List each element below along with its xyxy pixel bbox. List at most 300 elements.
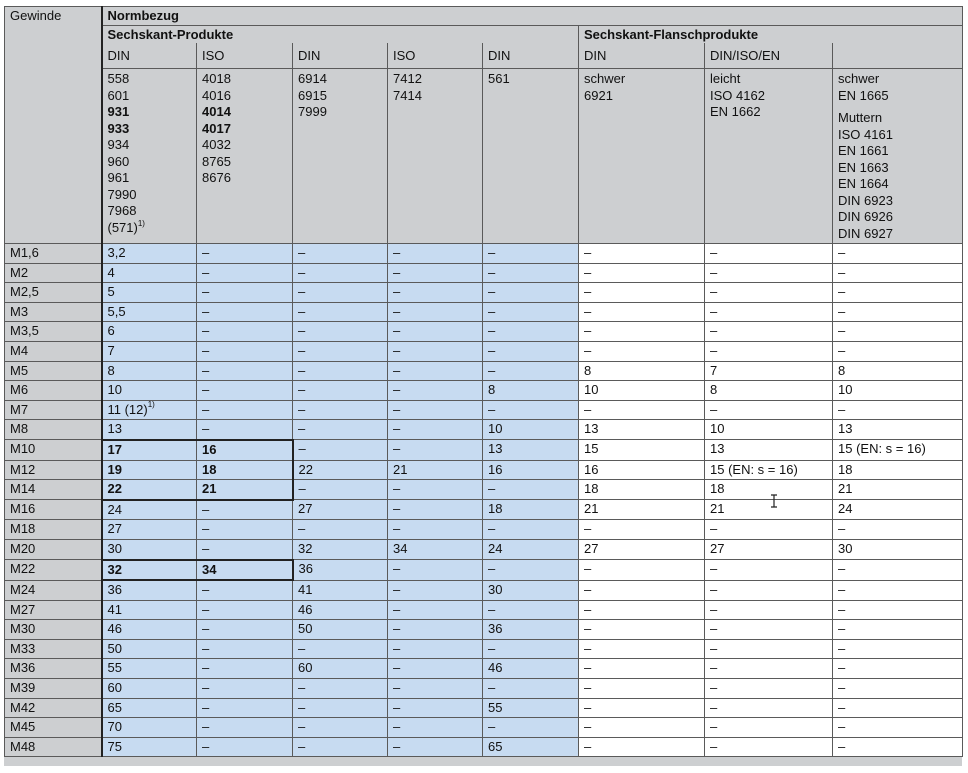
value-cell [579, 263, 705, 283]
value-text: – [202, 342, 210, 358]
standard-number [202, 71, 287, 88]
value-text: – [393, 421, 401, 437]
gewinde-cell: M33 [5, 639, 102, 659]
standard-list [102, 69, 197, 244]
value-cell [388, 659, 483, 679]
value-text: – [584, 521, 592, 537]
value-cell [705, 420, 833, 440]
value-text: 13 [584, 421, 599, 437]
value-cell [293, 440, 388, 460]
value-text: – [488, 362, 496, 378]
value-text: – [584, 699, 592, 715]
value-cell [833, 539, 963, 559]
value-cell [388, 679, 483, 699]
value-text: – [710, 640, 718, 656]
value-cell [293, 381, 388, 401]
value-text: – [710, 581, 718, 597]
value-cell [102, 302, 197, 322]
value-cell [483, 263, 579, 283]
value-cell [483, 679, 579, 699]
value-text: – [393, 660, 401, 676]
value-cell [102, 322, 197, 342]
value-cell [102, 679, 197, 699]
value-cell [483, 480, 579, 500]
value-text: 30 [488, 581, 503, 597]
gewinde-cell: M12 [5, 460, 102, 480]
value-cell [483, 718, 579, 738]
value-cell [705, 283, 833, 303]
value-text: 13 [107, 421, 122, 437]
value-text: 18 [838, 461, 853, 477]
value-text: – [488, 561, 496, 576]
standard-text: 7990 [107, 186, 137, 202]
value-text: – [838, 342, 846, 358]
value-text: – [488, 323, 496, 339]
standard-text: 4018 [202, 71, 231, 86]
value-text: 8 [107, 362, 115, 378]
value-text: – [710, 521, 718, 537]
gewinde-cell: M3 [5, 302, 102, 322]
value-text: – [584, 680, 592, 696]
value-text: 10 [107, 382, 122, 398]
standard-list [705, 69, 833, 244]
column-header: DIN [483, 43, 579, 69]
value-text: 16 [202, 441, 217, 457]
standard-number [108, 71, 192, 88]
value-text: 27 [584, 540, 599, 556]
value-text: – [584, 738, 592, 754]
standard-text: 7968 [107, 203, 137, 218]
value-cell [833, 659, 963, 679]
standard-text: 558 [107, 71, 130, 86]
value-text: – [298, 401, 306, 417]
value-text: 41 [107, 601, 122, 617]
value-text: 50 [298, 621, 313, 637]
table-row [5, 698, 963, 718]
value-cell [293, 400, 388, 420]
standard-text: 8765 [202, 153, 231, 169]
value-cell [833, 698, 963, 718]
value-cell [579, 679, 705, 699]
value-text: – [710, 323, 718, 339]
standard-number [108, 220, 192, 237]
value-cell [197, 520, 293, 540]
value-cell [483, 580, 579, 600]
value-text: – [393, 719, 401, 735]
value-text: – [488, 245, 496, 260]
value-text: – [584, 621, 592, 637]
table-row [5, 283, 963, 303]
value-cell [388, 600, 483, 620]
value-cell [388, 400, 483, 420]
standard-text: (571) [107, 219, 138, 235]
value-text: – [202, 699, 210, 715]
standard-number [838, 143, 957, 160]
value-text: – [202, 640, 210, 656]
table-row [5, 560, 963, 581]
value-cell [102, 639, 197, 659]
value-text: – [202, 303, 210, 319]
value-text: 55 [107, 660, 122, 676]
value-cell [197, 679, 293, 699]
value-cell [102, 520, 197, 540]
value-text: – [710, 699, 718, 715]
gewinde-cell: M2,5 [5, 283, 102, 303]
value-text: 36 [107, 582, 122, 598]
value-cell [388, 244, 483, 264]
norm-table-container [4, 6, 962, 766]
standard-number [393, 88, 477, 105]
standard-text: 961 [107, 170, 130, 185]
value-text: 30 [838, 540, 853, 556]
value-text: – [584, 601, 592, 617]
table-row [5, 440, 963, 460]
value-cell [388, 263, 483, 283]
value-cell [483, 600, 579, 620]
value-cell [705, 263, 833, 283]
value-cell [579, 580, 705, 600]
value-cell [197, 263, 293, 283]
value-cell [102, 480, 197, 500]
value-cell [579, 420, 705, 440]
value-text: – [393, 284, 401, 300]
value-cell [102, 600, 197, 620]
value-text: – [393, 362, 401, 378]
gewinde-cell: M8 [5, 420, 102, 440]
value-cell [388, 580, 483, 600]
value-text: – [584, 323, 592, 339]
value-text: – [298, 342, 306, 358]
value-cell [197, 400, 293, 420]
value-cell [833, 263, 963, 283]
value-cell [197, 480, 293, 500]
value-cell [388, 718, 483, 738]
value-text: – [202, 738, 210, 754]
value-cell [388, 737, 483, 757]
value-cell [293, 639, 388, 659]
value-cell [705, 440, 833, 460]
value-text: – [393, 401, 401, 417]
value-text: – [393, 481, 401, 497]
value-cell [388, 500, 483, 520]
value-cell [579, 244, 705, 264]
value-cell [833, 361, 963, 381]
gewinde-cell: M3,5 [5, 322, 102, 342]
value-cell [102, 420, 197, 440]
value-cell [705, 520, 833, 540]
gewinde-cell: M24 [5, 580, 102, 600]
value-cell [197, 580, 293, 600]
value-cell [102, 400, 197, 420]
value-cell [293, 580, 388, 600]
value-cell [483, 302, 579, 322]
value-cell [293, 480, 388, 500]
standard-text: EN 1662 [710, 104, 761, 119]
value-text: – [202, 382, 210, 398]
standard-number [202, 137, 287, 154]
value-cell [102, 440, 197, 460]
value-cell [102, 460, 197, 480]
value-text: – [202, 660, 210, 676]
value-text: – [710, 660, 718, 676]
standard-number [108, 187, 192, 204]
standard-number [838, 226, 957, 243]
value-text: – [488, 264, 496, 280]
table-row [5, 322, 963, 342]
value-text: 10 [584, 382, 599, 398]
value-cell [705, 460, 833, 480]
value-text: – [838, 680, 846, 696]
value-cell [293, 500, 388, 520]
table-row [5, 420, 963, 440]
value-cell [388, 440, 483, 460]
value-text: 46 [107, 621, 122, 637]
value-cell [197, 361, 293, 381]
value-cell [197, 698, 293, 718]
value-text: – [710, 719, 718, 735]
standard-text: 933 [107, 120, 130, 136]
value-cell [293, 263, 388, 283]
value-cell [579, 500, 705, 520]
value-text: – [393, 640, 401, 656]
value-text: 30 [107, 540, 122, 556]
value-cell [197, 639, 293, 659]
value-cell [833, 302, 963, 322]
value-cell [102, 341, 197, 361]
value-text: – [838, 401, 846, 417]
value-cell [833, 620, 963, 640]
standard-text: 6921 [584, 87, 613, 103]
value-cell [293, 718, 388, 738]
column-header: ISO [197, 43, 293, 69]
table-row [5, 520, 963, 540]
standard-number [838, 88, 957, 105]
table-row [5, 539, 963, 559]
value-cell [388, 381, 483, 401]
value-text: 65 [488, 738, 503, 754]
value-text: 24 [838, 501, 853, 517]
value-cell [483, 659, 579, 679]
table-row [5, 263, 963, 283]
value-cell [705, 480, 833, 500]
value-cell [705, 381, 833, 401]
value-cell [293, 679, 388, 699]
gewinde-cell: M30 [5, 620, 102, 640]
standard-list [197, 69, 293, 244]
value-text: 60 [107, 680, 122, 696]
gewinde-header: Gewinde [5, 7, 102, 26]
value-cell [833, 600, 963, 620]
value-cell [833, 420, 963, 440]
value-text: – [298, 699, 306, 715]
column-header: DIN [579, 43, 705, 69]
standard-text: 934 [107, 137, 130, 152]
value-text: 41 [298, 581, 313, 597]
value-text: – [838, 738, 846, 754]
value-text: 21 [710, 501, 725, 517]
value-text: 55 [488, 699, 503, 715]
value-cell [483, 539, 579, 559]
standard-text: EN 1661 [838, 143, 889, 158]
value-text: – [710, 284, 718, 300]
value-cell [833, 381, 963, 401]
value-text: 18 [584, 481, 599, 497]
value-cell [197, 737, 293, 757]
standard-number [838, 193, 957, 210]
gewinde-cell: M20 [5, 539, 102, 559]
table-row [5, 639, 963, 659]
value-text: – [584, 401, 592, 417]
value-text: 70 [107, 719, 122, 735]
value-text: 18 [202, 461, 217, 477]
value-text: – [298, 303, 306, 319]
standard-text: Muttern [838, 110, 883, 125]
value-text: – [488, 481, 496, 497]
value-text: 13 [838, 421, 853, 437]
value-cell [102, 560, 197, 581]
value-text: 24 [488, 540, 503, 556]
table-row [5, 400, 963, 420]
value-cell [579, 302, 705, 322]
value-text: 21 [202, 481, 217, 497]
standard-number [488, 71, 573, 88]
value-cell [833, 500, 963, 520]
value-cell [833, 480, 963, 500]
value-cell [833, 244, 963, 264]
value-text: – [838, 303, 846, 319]
value-text: – [710, 401, 718, 417]
value-cell [483, 500, 579, 520]
value-cell [293, 283, 388, 303]
standard-number [108, 154, 192, 171]
value-cell [705, 341, 833, 361]
value-text: – [393, 323, 401, 339]
value-cell [833, 560, 963, 581]
value-text: 36 [488, 621, 503, 637]
value-text: – [584, 640, 592, 656]
value-text: 3,2 [107, 245, 126, 260]
value-text: 17 [107, 441, 122, 457]
standard-text: ISO 4162 [710, 87, 765, 103]
value-cell [102, 244, 197, 264]
gewinde-cell: M10 [5, 440, 102, 460]
standard-text: EN 1665 [838, 87, 889, 103]
value-cell [388, 639, 483, 659]
value-text: 5 [107, 284, 115, 300]
gewinde-cell: M22 [5, 560, 102, 581]
value-text: 32 [298, 540, 313, 556]
value-text: 32 [107, 561, 122, 577]
gewinde-header-spacer [5, 25, 102, 43]
value-cell [197, 460, 293, 480]
standard-number [298, 71, 382, 88]
value-cell [705, 322, 833, 342]
value-cell [102, 361, 197, 381]
value-cell [102, 659, 197, 679]
value-cell [579, 718, 705, 738]
value-text: – [298, 521, 306, 537]
value-text: 21 [393, 461, 408, 477]
value-text: – [202, 621, 210, 637]
value-text: 21 [838, 481, 853, 497]
standard-text: DIN 6926 [838, 209, 893, 224]
value-text: 8 [838, 362, 846, 378]
value-text: – [710, 245, 718, 260]
value-cell [197, 539, 293, 559]
value-cell [705, 361, 833, 381]
standard-number [710, 71, 827, 88]
value-text: 10 [838, 382, 853, 398]
value-text: 34 [393, 540, 408, 556]
standard-list [293, 69, 388, 244]
normbezug-header: Normbezug [102, 7, 963, 26]
column-header: DIN [102, 43, 197, 69]
value-text: 27 [710, 540, 725, 556]
value-text: – [838, 245, 846, 260]
value-cell [705, 718, 833, 738]
value-cell [102, 737, 197, 757]
value-text: 60 [298, 660, 313, 676]
value-cell [197, 620, 293, 640]
table-row [5, 500, 963, 520]
value-cell [483, 420, 579, 440]
value-text: – [202, 323, 210, 339]
value-cell [197, 420, 293, 440]
value-cell [705, 244, 833, 264]
table-row [5, 737, 963, 757]
value-cell [579, 341, 705, 361]
standard-number [838, 71, 957, 88]
value-text: – [298, 680, 306, 696]
value-cell [483, 620, 579, 640]
value-text: 27 [107, 521, 122, 537]
value-cell [483, 283, 579, 303]
value-cell [483, 520, 579, 540]
value-text: 13 [488, 441, 503, 457]
value-text: – [298, 421, 306, 437]
table-row [5, 302, 963, 322]
value-cell [197, 718, 293, 738]
value-text: – [202, 501, 210, 517]
value-text: – [298, 362, 306, 378]
value-text: – [584, 342, 592, 358]
value-text: – [838, 264, 846, 280]
gewinde-cell: M27 [5, 600, 102, 620]
table-row [5, 341, 963, 361]
standard-list [388, 69, 483, 244]
value-text: – [298, 323, 306, 339]
table-row [5, 659, 963, 679]
value-text: 36 [298, 561, 313, 576]
value-text: 22 [107, 481, 122, 497]
value-cell [483, 460, 579, 480]
gewinde-cell: M4 [5, 341, 102, 361]
standard-number [838, 110, 957, 127]
value-text: – [584, 581, 592, 597]
standard-number [838, 176, 957, 193]
value-text: – [298, 284, 306, 300]
value-cell [388, 420, 483, 440]
value-text: 10 [710, 421, 725, 437]
value-text: – [202, 521, 210, 537]
value-text: – [298, 382, 306, 398]
value-cell [293, 302, 388, 322]
value-text: – [710, 680, 718, 696]
value-text: – [488, 303, 496, 319]
value-text: – [298, 441, 306, 457]
standard-number [838, 209, 957, 226]
value-text: – [584, 284, 592, 300]
